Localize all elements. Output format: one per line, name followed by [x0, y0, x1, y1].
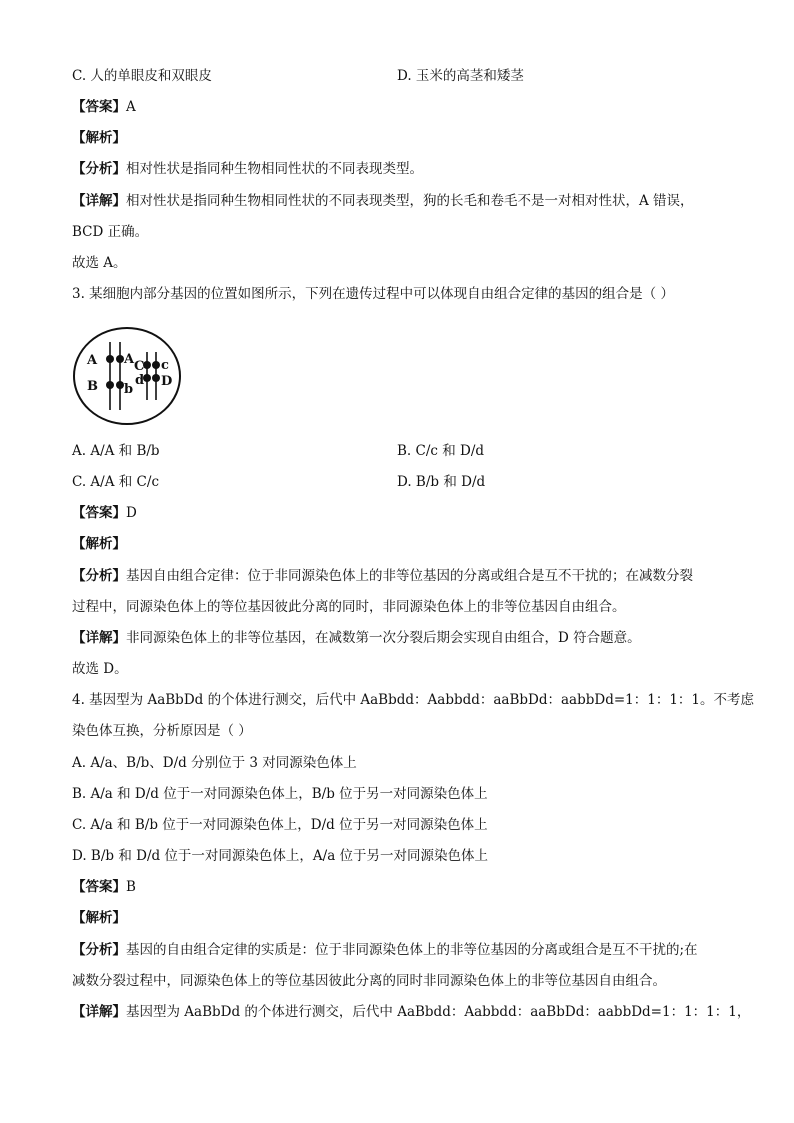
q4-option-b: B. A/a 和 D/d 位于一对同源染色体上，B/b 位于另一对同源染色体上: [72, 786, 488, 802]
gene-locus: [106, 355, 114, 363]
gene-label-d: d: [135, 373, 145, 388]
gene-label-C: C: [134, 359, 145, 374]
q2-xiangjie-text-1: 相对性状是指同种生物相同性状的不同表现类型，狗的长毛和卷毛不是一对相对性状，A 错误，: [126, 193, 694, 209]
q3-fenxi-text-1: 基因自由组合定律：位于非同源染色体上的非等位基因的分离或组合是互不干扰的；在减数分裂: [126, 568, 693, 584]
answer-tag: 【答案】: [72, 99, 126, 115]
gene-label-D: D: [161, 374, 173, 389]
gene-label-A: A: [87, 353, 98, 368]
q4-answer: B: [126, 879, 136, 895]
q3-option-a: A. A/A 和 B/b: [72, 443, 160, 459]
q4-option-d: D. B/b 和 D/d 位于一对同源染色体上，A/a 位于另一对同源染色体上: [72, 848, 489, 864]
cell-gene-diagram: [72, 326, 182, 426]
gene-locus: [143, 374, 151, 382]
q2-analysis-tag: 【解析】: [72, 130, 126, 146]
gene-locus: [152, 361, 160, 369]
q3-option-d: D. B/b 和 D/d: [397, 474, 486, 490]
gene-label-B: B: [87, 379, 98, 394]
q4-xiangjie-line: [72, 1003, 750, 1021]
q4-fenxi-text-2: 减数分裂过程中，同源染色体上的等位基因彼此分离的同时非同源染色体上的非等位基因自由组合。: [72, 973, 666, 989]
xiangjie-tag: 【详解】: [72, 630, 126, 646]
gene-locus: [152, 374, 160, 382]
q3-xiangjie-line: [72, 629, 641, 647]
fenxi-tag: 【分析】: [72, 942, 126, 958]
q3-fenxi-text-2: 过程中，同源染色体上的等位基因彼此分离的同时，非同源染色体上的非等位基因自由组合。: [72, 599, 626, 615]
q4-option-c: C. A/a 和 B/b 位于一对同源染色体上，D/d 位于另一对同源染色体上: [72, 817, 488, 833]
q4-analysis-tag: 【解析】: [72, 910, 126, 926]
answer-tag: 【答案】: [72, 505, 126, 521]
q3-answer: D: [126, 505, 137, 521]
q3-stem: 3. 某细胞内部分基因的位置如图所示，下列在遗传过程中可以体现自由组合定律的基因的组合是（ ）: [72, 286, 674, 302]
xiangjie-tag: 【详解】: [72, 1004, 126, 1020]
q2-option-c: C. 人的单眼皮和双眼皮: [72, 68, 212, 84]
q2-xiangjie-text-2: BCD 正确。: [72, 224, 149, 240]
q4-answer-line: [72, 878, 136, 896]
q2-fenxi-text: 相对性状是指同种生物相同性状的不同表现类型。: [126, 161, 423, 177]
q3-fenxi-line: [72, 567, 693, 585]
q4-stem-1: 4. 基因型为 AaBbDd 的个体进行测交，后代中 AaBbdd：Aabbdd：aaBbDd：aabbDd=1：1：1：1。不考虑: [72, 692, 755, 708]
q2-xiangjie-line: [72, 192, 694, 210]
q2-fenxi-line: [72, 160, 423, 178]
gene-label-c: c: [161, 358, 169, 373]
q3-analysis-tag: 【解析】: [72, 536, 126, 552]
gene-label-A: A: [124, 352, 135, 367]
q3-answer-line: [72, 504, 137, 522]
q2-answer: A: [126, 99, 136, 115]
q3-option-b: B. C/c 和 D/d: [397, 443, 485, 459]
q4-fenxi-text-1: 基因的自由组合定律的实质是：位于非同源染色体上的非等位基因的分离或组合是互不干扰的;在: [126, 942, 698, 958]
q3-conclusion: 故选 D。: [72, 661, 128, 677]
fenxi-tag: 【分析】: [72, 161, 126, 177]
q2-option-d: D. 玉米的高茎和矮茎: [397, 68, 524, 84]
q2-conclusion: 故选 A。: [72, 255, 127, 271]
q4-fenxi-line: [72, 941, 698, 959]
q4-stem-2: 染色体互换，分析原因是（ ）: [72, 723, 252, 739]
gene-locus: [116, 355, 124, 363]
gene-label-b: b: [124, 382, 134, 397]
q4-xiangjie-text: 基因型为 AaBbDd 的个体进行测交，后代中 AaBbdd：Aabbdd：aaBbDd：aabbDd=1：1：1：1，: [126, 1004, 751, 1020]
xiangjie-tag: 【详解】: [72, 193, 126, 209]
gene-locus: [106, 381, 114, 389]
q2-answer-line: [72, 98, 136, 116]
fenxi-tag: 【分析】: [72, 568, 126, 584]
q3-xiangjie-text: 非同源染色体上的非等位基因，在减数第一次分裂后期会实现自由组合，D 符合题意。: [126, 630, 641, 646]
q4-option-a: A. A/a、B/b、D/d 分别位于 3 对同源染色体上: [72, 755, 357, 771]
answer-tag: 【答案】: [72, 879, 126, 895]
gene-locus: [116, 381, 124, 389]
q3-option-c: C. A/A 和 C/c: [72, 474, 159, 490]
